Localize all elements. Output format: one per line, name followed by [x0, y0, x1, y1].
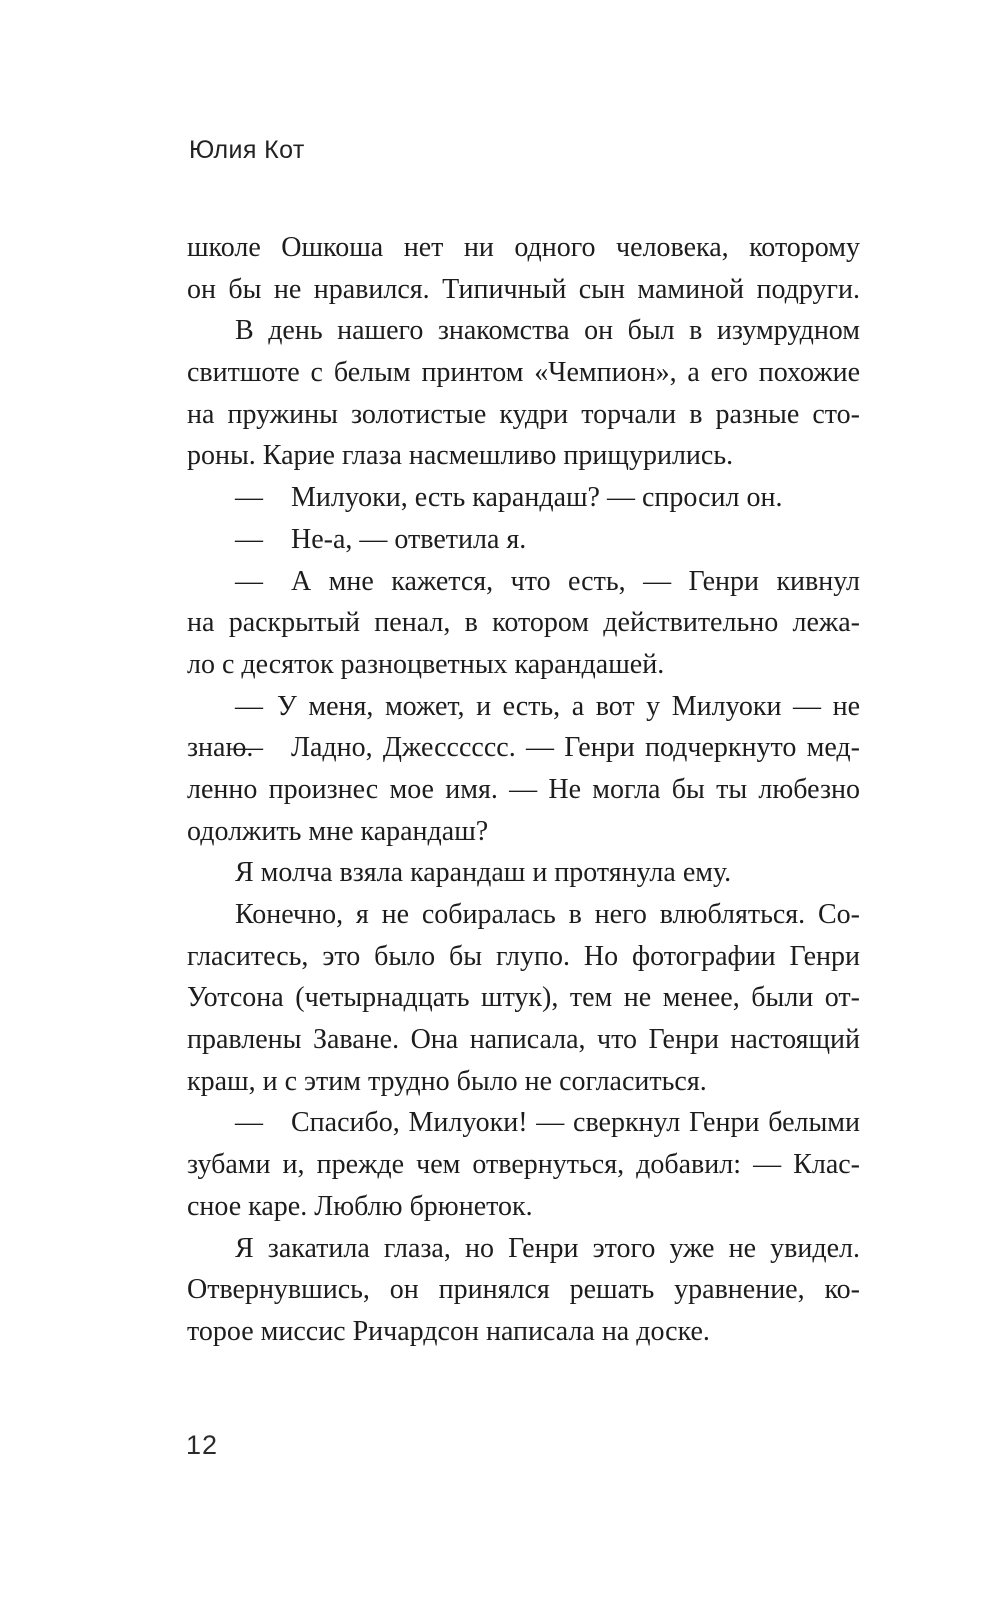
text-line: — Не-а, — ответила я.	[235, 523, 527, 555]
text-line: — Ладно, Джесссссс. — Генри подчеркнуто мед-	[235, 732, 860, 764]
text-line: Я закатила глаза, но Генри этого уже не увидел.	[235, 1232, 860, 1264]
text-line: — Спасибо, Милуоки! — сверкнул Генри белыми	[235, 1107, 860, 1139]
text-line: В день нашего знакомства он был в изумрудном	[235, 315, 860, 347]
text-line: роны. Карие глаза насмешливо прищурились.	[187, 440, 734, 472]
text-line: школе Ошкоша нет ни одного человека, которому	[187, 232, 860, 263]
running-header-author: Юлия Кот	[189, 136, 305, 164]
text-line: сное каре. Люблю брюнеток.	[187, 1190, 533, 1222]
text-line: — Милуоки, есть карандаш? — спросил он.	[235, 482, 783, 514]
page-number: 12	[186, 1430, 219, 1460]
text-line: правлены Заване. Она написала, что Генри настоящий	[187, 1024, 860, 1056]
text-line: Я молча взяла карандаш и протянула ему.	[235, 857, 732, 889]
text-line: Уотсона (четырнадцать штук), тем не менее, были от-	[187, 982, 860, 1014]
text-line: на раскрытый пенал, в котором действительно лежа-	[187, 607, 860, 639]
text-line: ло с десяток разноцветных карандашей.	[187, 648, 665, 680]
page-body	[187, 227, 860, 1353]
text-line: Отвернувшись, он принялся решать уравнение, ко-	[187, 1274, 860, 1306]
text-line: — А мне кажется, что есть, — Генри кивнул	[235, 565, 860, 597]
text-line: Конечно, я не собиралась в него влюбляться. Со-	[235, 899, 860, 930]
text-line: торое миссис Ричардсон написала на доске.	[187, 1315, 710, 1347]
text-line: свитшоте с белым принтом «Чемпион», а его похожие	[187, 357, 860, 389]
text-line: — У меня, может, и есть, а вот у Милуоки — не знаю.	[187, 690, 860, 764]
text-line: краш, и с этим трудно было не согласиться.	[187, 1065, 707, 1097]
text-line: зубами и, прежде чем отвернуться, добавил: — Клас-	[187, 1149, 860, 1181]
text-line: одолжить мне карандаш?	[187, 815, 489, 847]
text-line: гласитесь, это было бы глупо. Но фотографии Генри	[187, 940, 860, 972]
text-line: ленно произнес мое имя. — Не могла бы ты любезно	[187, 773, 860, 805]
text-line: на пружины золотистые кудри торчали в разные сто-	[187, 398, 860, 430]
text-line: он бы не нравился. Типичный сын маминой подруги.	[187, 273, 860, 305]
